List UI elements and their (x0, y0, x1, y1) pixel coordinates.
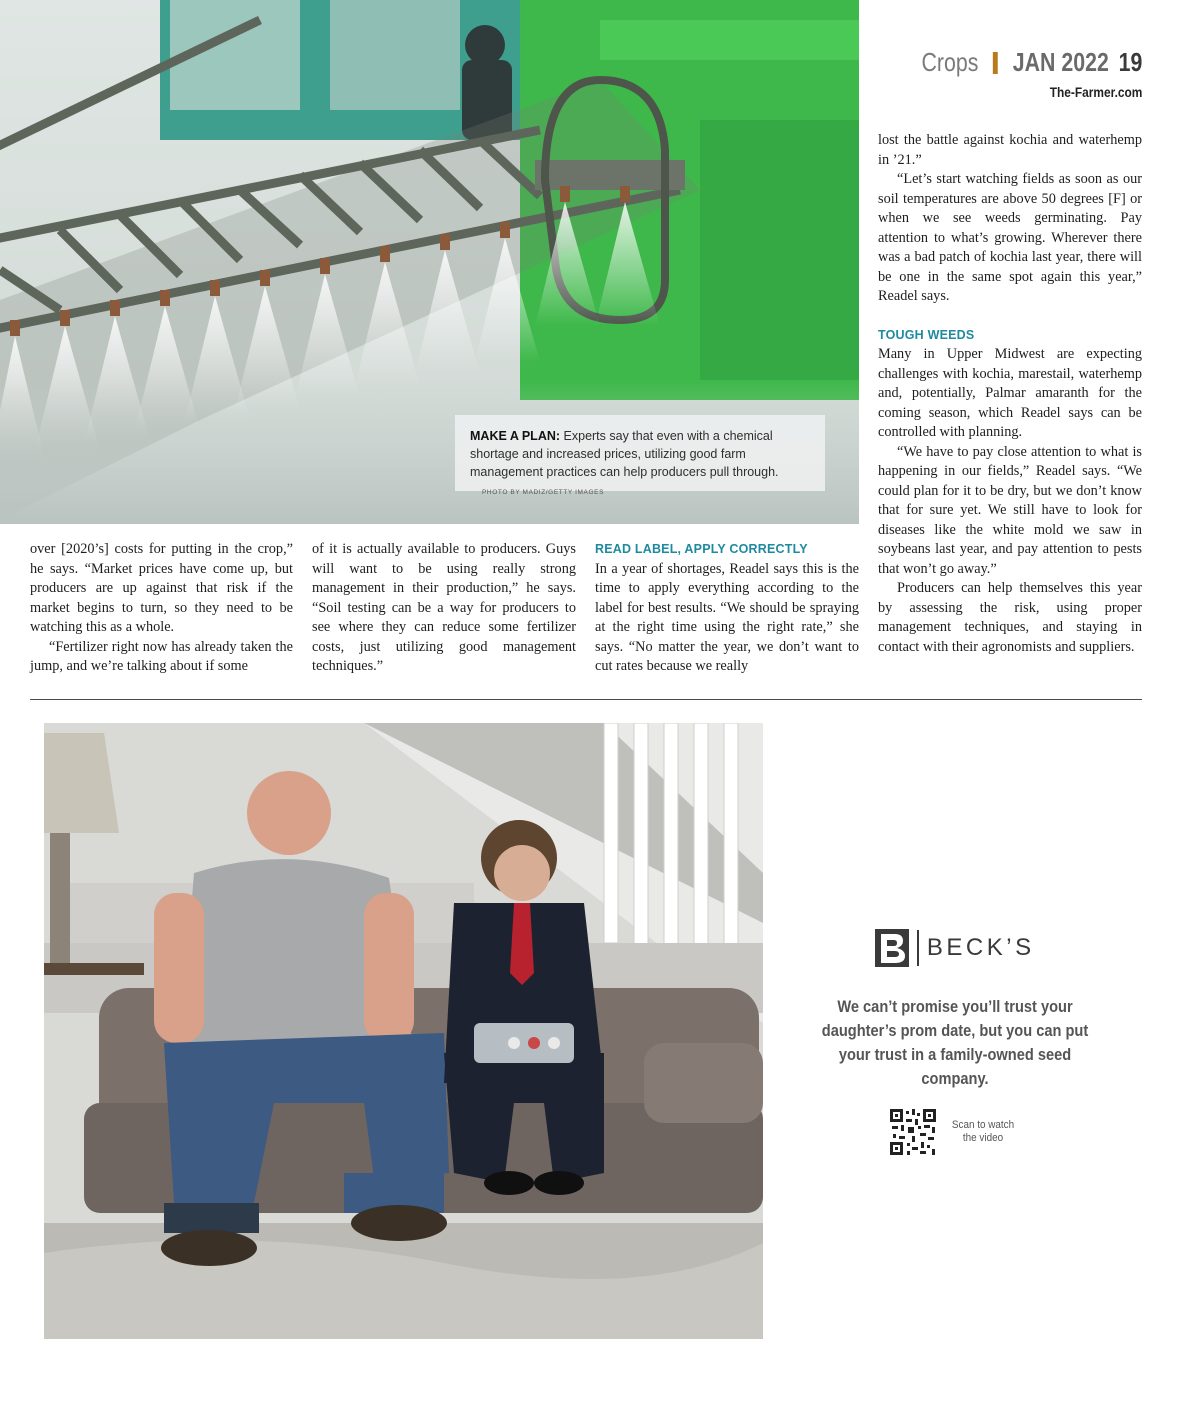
qr-block (790, 1109, 1120, 1155)
article-column-4 (878, 131, 1142, 657)
website-url: The-Farmer.com (1049, 84, 1142, 100)
becks-b-logo-icon (875, 929, 909, 967)
ad-photo-father-son (44, 723, 763, 1339)
page-header (873, 46, 1142, 100)
ad-tagline: We can’t promise you’ll trust your daughter’s prom date, but you can put your trust in a family-owned seed company. (821, 997, 1089, 1088)
page-number: 19 (1118, 47, 1142, 77)
photo-credit: PHOTO BY MADIZ/GETTY IMAGES (482, 489, 605, 496)
becks-logo (790, 925, 1120, 971)
living-room-illustration (44, 723, 763, 1339)
article-column-3 (595, 540, 859, 677)
logo-divider (917, 930, 919, 966)
caption-label: MAKE A PLAN: (470, 429, 561, 443)
beck-ad (790, 925, 1120, 1155)
subheading-read-label: READ LABEL, APPLY CORRECTLY (595, 542, 808, 556)
subheading-tough-weeds: TOUGH WEEDS (878, 327, 975, 342)
paragraph: “Let’s start watching fields as soon as our soil temperatures are above 50 degrees [F] or when we see weeds germinating. Pay attention to what’s growing. Wherever there was a bad patch of kochia last year, there will be one in the same spot again this year,” Readel says. (878, 171, 1142, 304)
paragraph: In a year of shortages, Readel says this is the time to apply everything according to the label for best results. “We should be spraying at the right time using the right rate,” she says. “No matter the year, we don’t want to cut rates because we really (595, 560, 859, 674)
paragraph: Producers can help themselves this year by assessing the risk, using proper management techniques, and staying in contact with their agronomists and suppliers. (878, 580, 1142, 655)
qr-code-icon[interactable] (890, 1109, 936, 1155)
header-divider (993, 52, 998, 74)
paragraph: “Fertilizer right now has already taken the jump, and we’re talking about if some (30, 638, 293, 674)
article-column-1 (30, 540, 293, 677)
brand-name: BECK’S (926, 934, 1035, 961)
section-name: Crops (921, 47, 978, 77)
paragraph: of it is actually available to producers. Guys will want to be using really strong management in their production,” he says. “Soil testing can be a way for producers to see where they can reduce some fertilizer costs, just utilizing good management techniques.” (312, 541, 576, 674)
paragraph: lost the battle against kochia and waterhemp in ’21.” (878, 132, 1142, 168)
photo-caption (455, 415, 825, 496)
section-divider (30, 699, 1142, 700)
scan-instruction: Scan to watch the video (951, 1119, 1015, 1144)
article-column-2 (312, 540, 576, 677)
issue-date: JAN 2022 (1012, 47, 1109, 77)
paragraph: over [2020’s] costs for putting in the crop,” he says. “Market prices have come up, but producers are up against that risk if the market begins to turn, so they need to be watching this as a whole. (30, 541, 293, 635)
paragraph: Many in Upper Midwest are expecting challenges with kochia, marestail, waterhemp and, potentially, Palmar amaranth for the coming season, which Readel says can be controlled with planning. (878, 346, 1142, 440)
caption-text: Experts say that even with a chemical shortage and increased prices, utilizing good farm management practices can help producers pull through. (470, 429, 779, 479)
paragraph: “We have to pay close attention to what is happening in our fields,” Readel says. “We could plan for it to be dry, but we don’t know that for sure yet. We still have to look for diseases like the white mold we saw in soybeans last year, and pay attention to pests that won’t go away.” (878, 443, 1142, 577)
